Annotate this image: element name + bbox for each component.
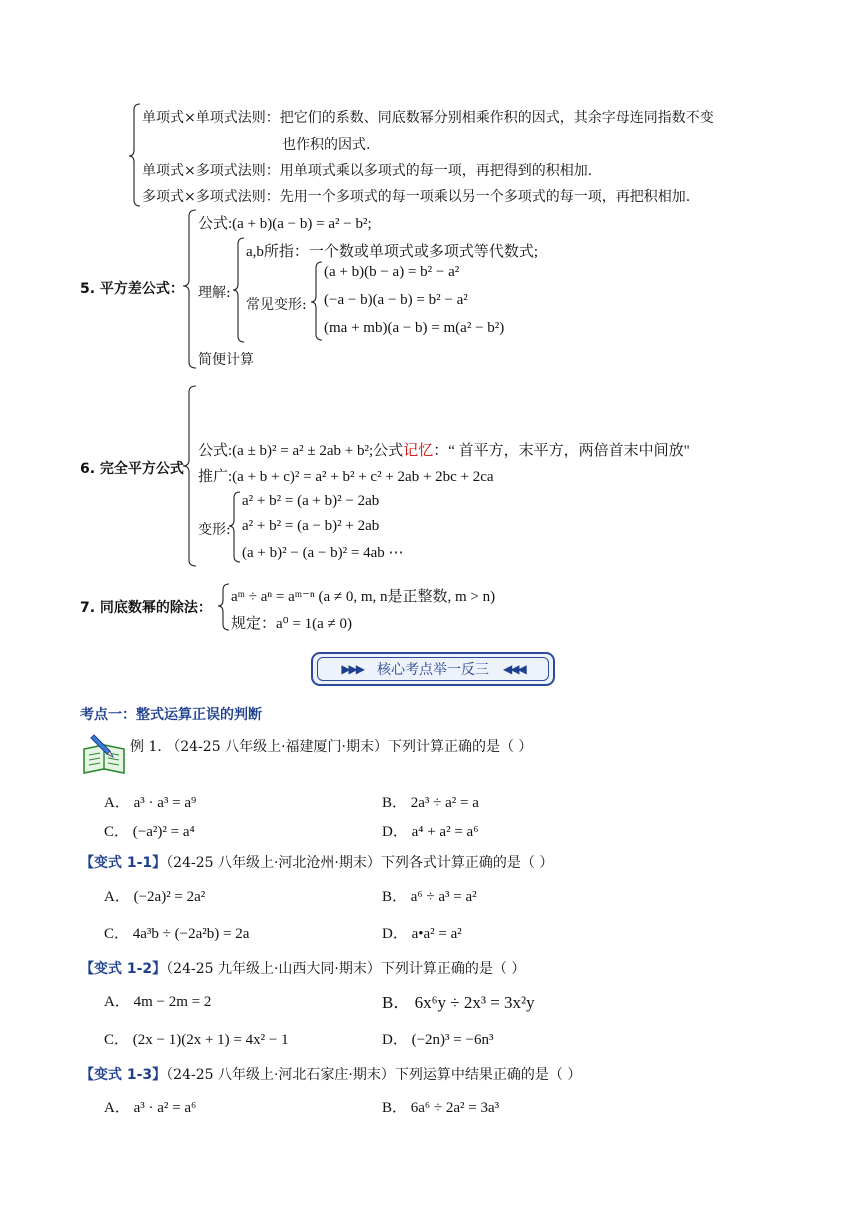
section6-extension: 推广:(a + b + c)² = a² + b² + c² + 2ab + 2bc + 2ca — [198, 469, 494, 485]
section6-memory-word: 记忆 — [403, 443, 434, 459]
section6-memory-text: ：“ 首平方，末平方，两倍首末中间放" — [433, 443, 690, 459]
section5-brace — [183, 210, 196, 368]
understanding-brace — [233, 238, 244, 342]
section7-title: 7. 同底数幂的除法： — [80, 600, 212, 616]
variant11-option-a: A． (−2a)² = 2a² — [104, 889, 206, 905]
example1-option-d: D． a⁴ + a² = a⁶ — [382, 824, 479, 840]
section5-variations-label: 常见变形: — [246, 297, 307, 313]
core-points-banner — [311, 652, 555, 686]
book-pencil-icon — [80, 733, 128, 777]
section5-formula: 公式:(a + b)(a − b) = a² − b²; — [198, 216, 372, 232]
section6-variation-1: a² + b² = (a + b)² − 2ab — [242, 493, 380, 509]
variant12-tag: 【变式 1-2】 — [80, 961, 167, 977]
variant13-option-a: A． a³ · a² = a⁶ — [104, 1100, 197, 1116]
variant13-line — [80, 1064, 581, 1084]
example1-option-a: A． a³ · a³ = a⁹ — [104, 795, 197, 811]
variant12-line — [80, 958, 525, 978]
section5-ab-refers: a,b所指：一个数或单项式或多项式等代数式; — [246, 244, 539, 260]
rule-mono-mono: 单项式×单项式法则：把它们的系数、同底数幂分别相乘作积的因式，其余字母连同指数不变 — [142, 110, 714, 126]
section6-brace — [183, 386, 196, 566]
banner-text: 核心考点举一反三 — [377, 662, 489, 678]
section5-title: 5. 平方差公式： — [80, 281, 184, 297]
variant11-option-b: B． a⁶ ÷ a³ = a² — [382, 889, 477, 905]
variant11-tag: 【变式 1-1】 — [80, 855, 167, 871]
section6-variation-2: a² + b² = (a − b)² + 2ab — [242, 518, 380, 534]
section5-variation-3: (ma + mb)(a − b) = m(a² − b²) — [324, 320, 505, 336]
triangle-right-icon: ▶▶▶ — [341, 662, 363, 676]
section6-formula-line — [198, 439, 690, 460]
variant13-tag: 【变式 1-3】 — [80, 1067, 167, 1083]
rule-mono-poly: 单项式×多项式法则：用单项式乘以多项式的每一项，再把得到的积相加. — [142, 163, 593, 179]
example1-option-c: C． (−a²)² = a⁴ — [104, 824, 195, 840]
variant11-question: （24-25 八年级上·河北沧州·期末）下列各式计算正确的是（ ） — [166, 855, 554, 871]
variant12-option-a: A． 4m − 2m = 2 — [104, 994, 212, 1010]
section5-variation-2: (−a − b)(a − b) = b² − a² — [324, 292, 468, 308]
section7-rule: 规定：a⁰ = 1(a ≠ 0) — [231, 616, 353, 632]
rule-mono-mono-cont: 也作积的因式. — [282, 137, 371, 153]
rule-poly-poly: 多项式×多项式法则：先用一个多项式的每一项乘以另一个多项式的每一项，再把积相加. — [142, 189, 691, 205]
exam-point-title: 考点一：整式运算正误的判断 — [80, 707, 262, 723]
section5-variation-1: (a + b)(b − a) = b² − a² — [324, 264, 460, 280]
example1-option-b: B． 2a³ ÷ a² = a — [382, 795, 479, 811]
variant12-question: （24-25 九年级上·山西大同·期末）下列计算正确的是（ ） — [166, 961, 526, 977]
variant13-option-b: B． 6a⁶ ÷ 2a² = 3a³ — [382, 1100, 500, 1116]
variant13-question: （24-25 八年级上·河北石家庄·期末）下列运算中结果正确的是（ ） — [166, 1067, 582, 1083]
section5-simple-calc: 简便计算 — [198, 352, 254, 368]
variant11-option-c: C． 4a³b ÷ (−2a²b) = 2a — [104, 926, 250, 942]
variant12-option-b: B． 6x⁶y ÷ 2x³ = 3x²y — [382, 993, 535, 1012]
variant11-line — [80, 852, 553, 872]
example1-question: 例 1. （24-25 八年级上·福建厦门·期末）下列计算正确的是（ ） — [130, 739, 533, 755]
rules-brace — [129, 104, 140, 206]
triangle-left-icon: ◀◀◀ — [503, 662, 525, 676]
variant11-option-d: D． a•a² = a² — [382, 926, 462, 942]
variant12-option-d: D． (−2n)³ = −6n³ — [382, 1032, 494, 1048]
section6-formula: 公式:(a ± b)² = a² ± 2ab + b²;公式 — [198, 443, 404, 459]
section7-brace — [218, 584, 229, 630]
section7-formula: aᵐ ÷ aⁿ = aᵐ⁻ⁿ (a ≠ 0, m, n是正整数, m > n) — [231, 589, 496, 605]
variations5-brace — [311, 262, 322, 340]
section5-understanding-label: 理解: — [198, 285, 231, 301]
section6-variations-label: 变形: — [198, 522, 231, 538]
section6-variation-3: (a + b)² − (a − b)² = 4ab ⋯ — [242, 545, 404, 561]
section6-title: 6. 完全平方公式 — [80, 461, 184, 477]
variant12-option-c: C． (2x − 1)(2x + 1) = 4x² − 1 — [104, 1032, 289, 1048]
